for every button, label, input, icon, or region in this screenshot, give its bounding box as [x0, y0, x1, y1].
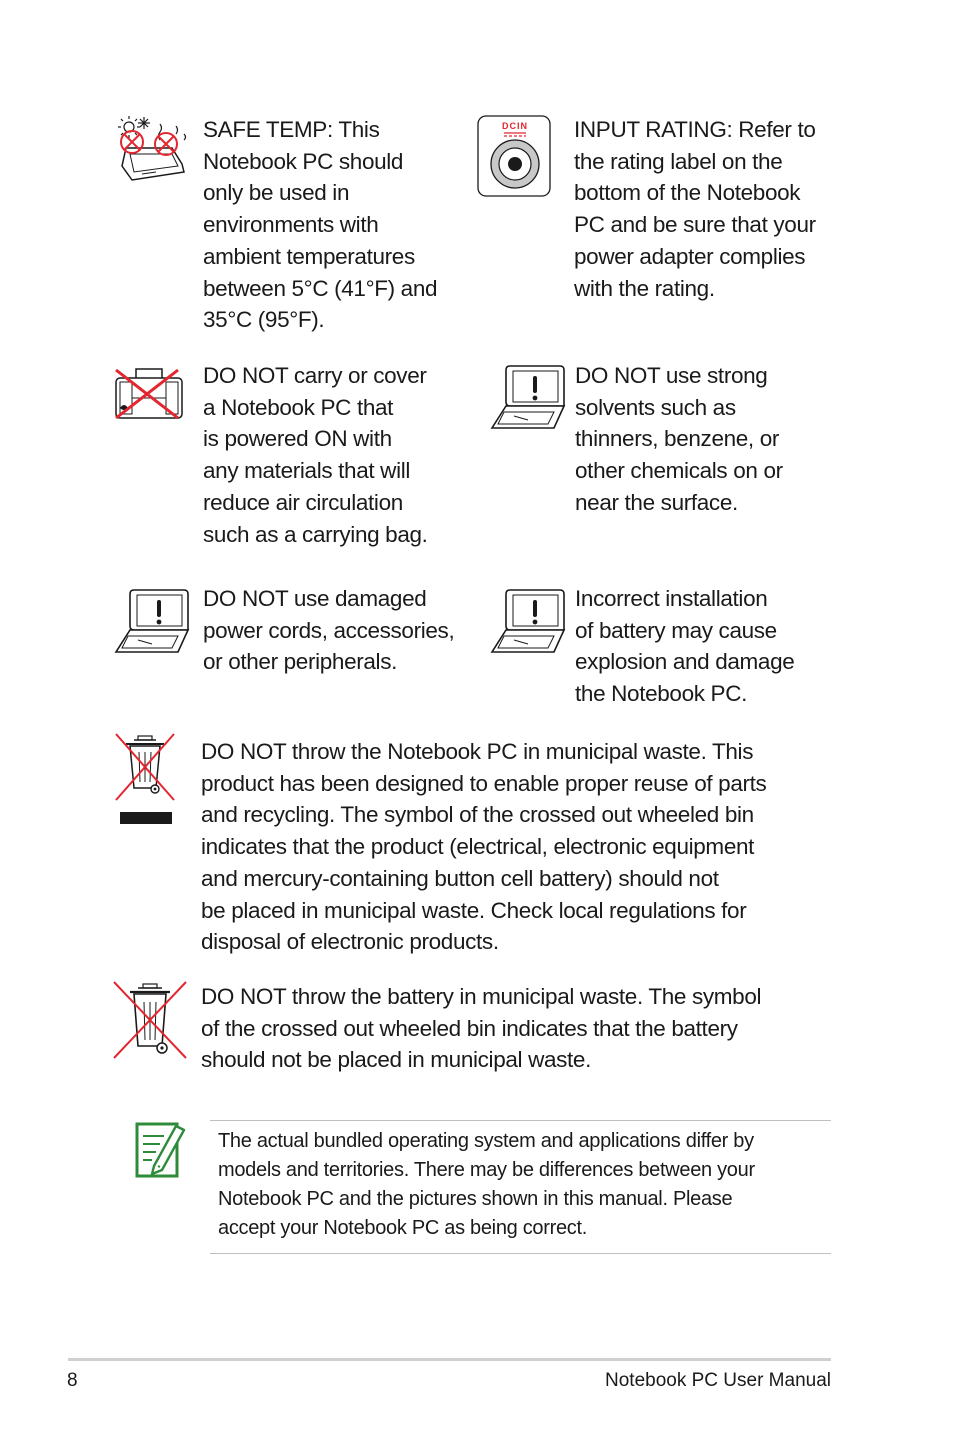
page-number: 8 — [67, 1370, 78, 1391]
note-top-rule — [210, 1120, 831, 1121]
safe-temp-warning: SAFE TEMP: This Notebook PC should only be used in environments with ambient temperatures between 5°C (41°F) and 35°C (95°F). — [203, 117, 438, 333]
dc-label: DCIN — [502, 121, 528, 131]
battery-install-warning: Incorrect installation of battery may cause explosion and damage the Notebook PC. — [575, 586, 795, 707]
dc-input-icon — [476, 114, 554, 203]
safe-temp-icon — [112, 114, 192, 191]
crossed-bin-icon — [108, 978, 192, 1067]
caution-notebook-icon — [112, 586, 192, 665]
note-pencil-icon — [134, 1120, 186, 1187]
input-rating-warning: INPUT RATING: Refer to the rating label on the bottom of the Notebook PC and be sure that your power adapter complies with the rating. — [574, 117, 816, 301]
manual-title: Notebook PC User Manual — [605, 1370, 831, 1391]
municipal-waste-warning: DO NOT throw the Notebook PC in municipal waste. This product has been designed to enable proper reuse of parts and recycling. The symbol of the crossed out wheeled bin indicates that the product (electrical, electronic equipment and mercury-containing button cell battery) should not be placed in municipal waste. Check local regulations for disposal of electronic products. — [201, 739, 767, 955]
note-bottom-rule — [210, 1253, 831, 1254]
no-bag-icon — [112, 364, 188, 429]
note-text: The actual bundled operating system and applications differ by models and territories. There may be differences between your Notebook PC and the pictures shown in this manual. Please accept your Notebook PC as being correct. — [218, 1130, 755, 1239]
crossed-bin-icon — [112, 732, 178, 833]
battery-waste-warning: DO NOT throw the battery in municipal waste. The symbol of the crossed out wheeled bin indicates that the battery should not be placed in municipal waste. — [201, 984, 762, 1073]
solvents-warning: DO NOT use strong solvents such as thinners, benzene, or other chemicals on or near the surface. — [575, 363, 783, 515]
caution-notebook-icon — [488, 586, 568, 665]
caution-notebook-icon — [488, 362, 568, 441]
do-not-cover-warning: DO NOT carry or cover a Notebook PC that is powered ON with any materials that will reduce air circulation such as a carrying bag. — [203, 363, 428, 547]
footer-rule — [68, 1358, 831, 1361]
damaged-cords-warning: DO NOT use damaged power cords, accessories, or other peripherals. — [203, 586, 455, 675]
